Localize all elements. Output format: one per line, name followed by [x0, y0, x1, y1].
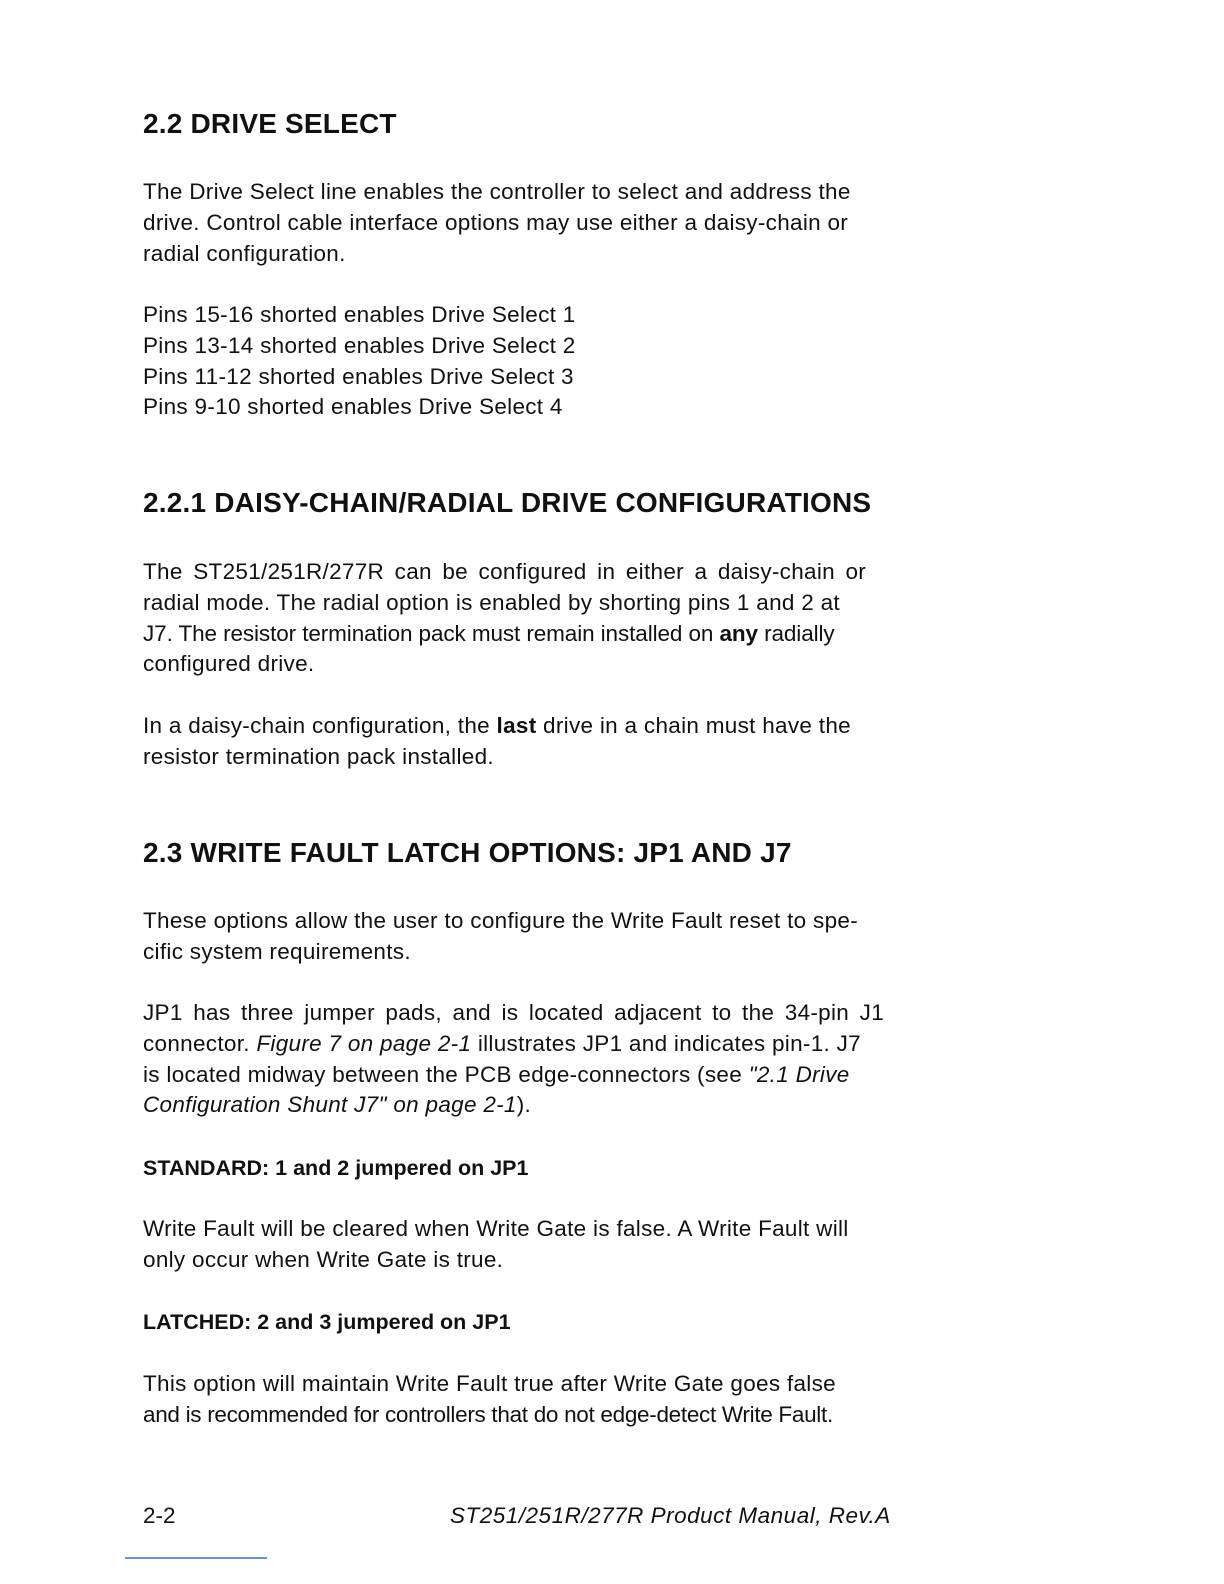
paragraph-line: [143, 711, 918, 742]
page-number: 2-2: [143, 1503, 176, 1528]
paragraph-line: [143, 619, 918, 650]
paragraph-line: [143, 1090, 918, 1121]
paragraph-text: In a daisy-chain configuration, the: [143, 713, 497, 738]
paragraph-text: ).: [516, 1092, 532, 1118]
paragraph-line: The ST251/251R/277R can be configured in either a daisy-chain or: [143, 559, 867, 584]
paragraph-line: [143, 1060, 918, 1091]
section-reference: Configuration Shunt J7" on page 2-1: [143, 1092, 517, 1118]
paragraph-line: configured drive.: [143, 651, 315, 677]
daisy-chain-paragraph-2: [143, 711, 918, 773]
paragraph-line: resistor termination pack installed.: [143, 743, 494, 769]
write-fault-intro: [143, 906, 918, 968]
paragraph-line: These options allow the user to configure the Write Fault reset to spe-: [143, 908, 858, 933]
paragraph-line: JP1 has three jumper pads, and is located adjacent to the 34-pin J1: [143, 1000, 885, 1025]
paragraph-line: only occur when Write Gate is true.: [143, 1246, 504, 1272]
paragraph-line: Write Fault will be cleared when Write Gate is false. A Write Fault will: [143, 1216, 849, 1241]
subheading-latched: LATCHED: 2 and 3 jumpered on JP1: [143, 1310, 511, 1334]
paragraph-line: cific system requirements.: [143, 938, 411, 964]
drive-select-pin-list: [143, 300, 918, 423]
subheading-standard: STANDARD: 1 and 2 jumpered on JP1: [143, 1156, 529, 1180]
jp1-description: [143, 998, 918, 1121]
manual-title: ST251/251R/277R Product Manual, Rev.A: [450, 1503, 891, 1528]
pin-list-item: Pins 11-12 shorted enables Drive Select 3: [143, 363, 574, 389]
paragraph-line: and is recommended for controllers that do not edge-detect Write Fault.: [143, 1401, 833, 1427]
pin-list-item: Pins 9-10 shorted enables Drive Select 4: [143, 394, 563, 420]
paragraph-text: connector.: [143, 1030, 257, 1056]
paragraph-text: drive in a chain must have the: [536, 713, 851, 738]
drive-select-intro-line: The Drive Select line enables the controller to select and address the: [143, 179, 851, 204]
latched-description: [143, 1369, 918, 1431]
section-heading-daisy-chain: 2.2.1 DAISY-CHAIN/RADIAL DRIVE CONFIGURATIONS: [143, 487, 872, 518]
paragraph-text: is located midway between the PCB edge-connectors (see: [143, 1061, 749, 1087]
section-heading-drive-select: 2.2 DRIVE SELECT: [143, 108, 397, 139]
paragraph-line: This option will maintain Write Fault true after Write Gate goes false: [143, 1371, 836, 1396]
paragraph-text: illustrates JP1 and indicates pin-1. J7: [471, 1030, 861, 1056]
paragraph-line: radial mode. The radial option is enabled by shorting pins 1 and 2 at: [143, 589, 840, 615]
standard-description: [143, 1214, 918, 1276]
emphasis-last: last: [496, 713, 537, 738]
pin-list-item: Pins 15-16 shorted enables Drive Select 1: [143, 302, 576, 327]
paragraph-text: J7. The resistor termination pack must remain installed on: [143, 620, 720, 646]
figure-reference: Figure 7 on page 2-1: [256, 1030, 472, 1056]
drive-select-intro: [143, 177, 918, 269]
drive-select-intro-line: drive. Control cable interface options may use either a daisy-chain or: [143, 209, 849, 235]
paragraph-text: radially: [757, 620, 835, 646]
paragraph-line: [143, 1029, 918, 1060]
emphasis-any: any: [719, 620, 758, 646]
drive-select-intro-line: radial configuration.: [143, 240, 346, 266]
section-heading-write-fault: 2.3 WRITE FAULT LATCH OPTIONS: JP1 AND J7: [143, 837, 792, 868]
scan-artifact-line: [125, 1557, 267, 1559]
daisy-chain-paragraph-1: [143, 557, 918, 680]
pin-list-item: Pins 13-14 shorted enables Drive Select 2: [143, 332, 576, 358]
section-reference: "2.1 Drive: [748, 1061, 850, 1087]
